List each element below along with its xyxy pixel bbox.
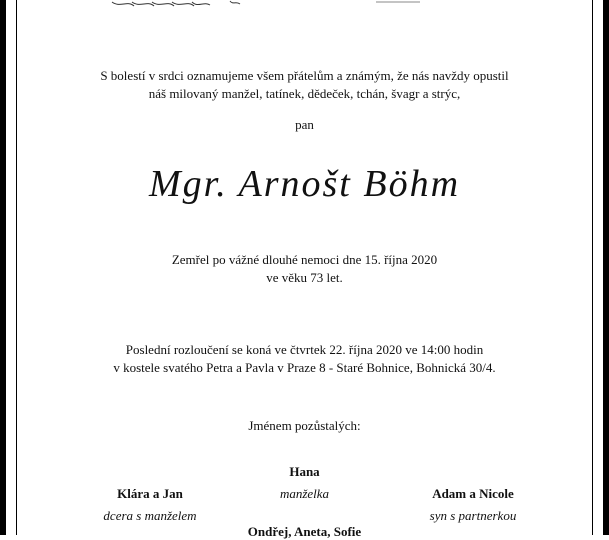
floral-decoration-icon (0, 0, 609, 12)
mourner-center-name: Hana (289, 464, 320, 479)
mourner-bottom-name: Ondřej, Aneta, Sofie (247, 524, 362, 539)
mourner-right (398, 485, 548, 524)
pan-label: pan (295, 117, 314, 132)
mourner-right-name: Adam a Nicole (432, 486, 514, 501)
intro-text (0, 67, 609, 103)
mourners-label: Jménem pozůstalých: (248, 418, 361, 433)
death-info (0, 251, 609, 287)
mourner-left-name: Klára a Jan (117, 486, 183, 501)
intro-line-1: S bolestí v srdci oznamujeme všem přátelům a známým, že nás navždy opustil (100, 68, 509, 83)
funeral-info (0, 341, 609, 377)
funeral-line-2: v kostele svatého Petra a Pavla v Praze 8 - Staré Bohnice, Bohnická 30/4. (113, 360, 496, 375)
mourner-left (80, 485, 220, 524)
intro-line-2: náš milovaný manžel, tatínek, dědeček, tchán, švagr a strýc, (148, 86, 461, 101)
mourner-left-relation: dcera s manželem (103, 508, 197, 523)
deceased-name: Mgr. Arnošt Böhm (148, 163, 461, 205)
mourner-center (229, 463, 380, 502)
funeral-line-1: Poslední rozloučení se koná ve čtvrtek 22. října 2020 ve 14:00 hodin (125, 342, 484, 357)
mourner-right-relation: syn s partnerkou (429, 508, 517, 523)
mourner-center-relation: manželka (279, 486, 330, 501)
death-line-2: ve věku 73 let. (266, 270, 343, 285)
death-line-1: Zemřel po vážné dlouhé nemoci dne 15. října 2020 (171, 252, 438, 267)
